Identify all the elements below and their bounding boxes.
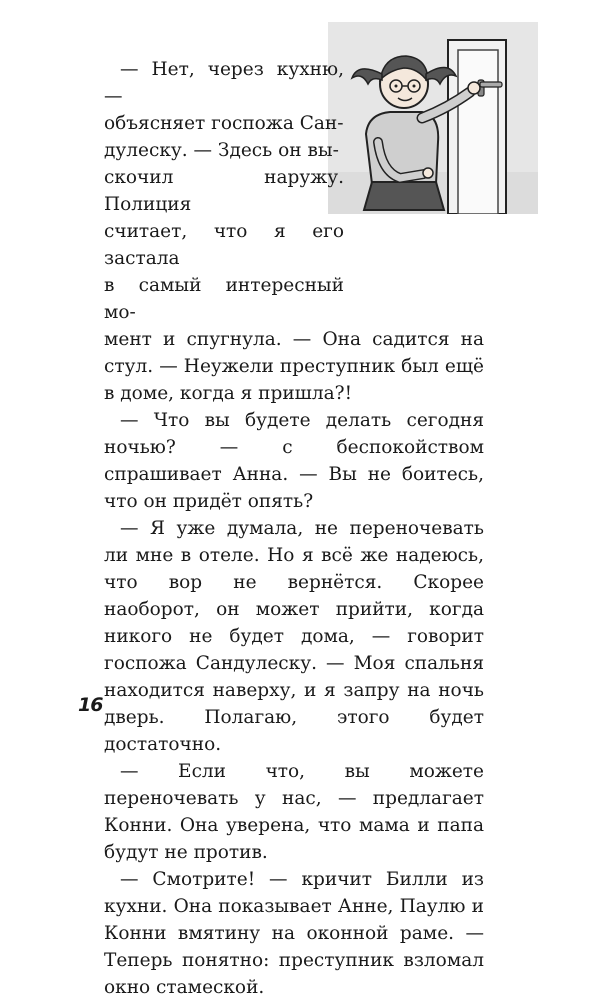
paragraph-4: — Если что, вы можете переночевать у нас, — предлагает Конни. Она уверена, что мама и папа будут не против. bbox=[104, 761, 484, 863]
paragraph-1-line: скочил наружу. Полиция bbox=[104, 167, 344, 215]
page-number: 16 bbox=[78, 694, 103, 716]
paragraph-3: — Я уже думала, не переночевать ли мне в отеле. Но я всё же надеюсь, что вор не вернётся. Скорее наоборот, он может прийти, когда никого не будет дома, — говорит госпожа Сандулеску. — Моя спальня находится наверху, и я запру на ночь дверь. Полагаю, этого будет достаточно. bbox=[104, 518, 484, 755]
paragraph-2: — Что вы будете делать сегодня ночью? — с беспокойством спрашивает Анна. — Вы не боитесь, что он придёт опять? bbox=[104, 410, 484, 512]
paragraph-1-line: считает, что я его застала bbox=[104, 221, 344, 269]
paragraph-5: — Смотрите! — кричит Билли из кухни. Она показывает Анне, Паулю и Конни вмятину на оконной раме. — Теперь понятно: преступник взломал окно стамеской. bbox=[104, 869, 484, 998]
paragraph-1-line: в самый интересный мо- bbox=[104, 275, 344, 323]
story-text bbox=[104, 56, 484, 1001]
paragraph-1 bbox=[104, 56, 484, 407]
paragraph-1-line: объясняет госпожа Сан- bbox=[104, 113, 344, 134]
paragraph-1-line: дулеску. — Здесь он вы- bbox=[104, 140, 339, 161]
paragraph-1-line: — Нет, через кухню, — bbox=[104, 59, 344, 107]
paragraph-1-continuation: мент и спугнула. — Она садится на стул. — Неужели преступник был ещё в доме, когда я пришла?! bbox=[104, 329, 484, 404]
